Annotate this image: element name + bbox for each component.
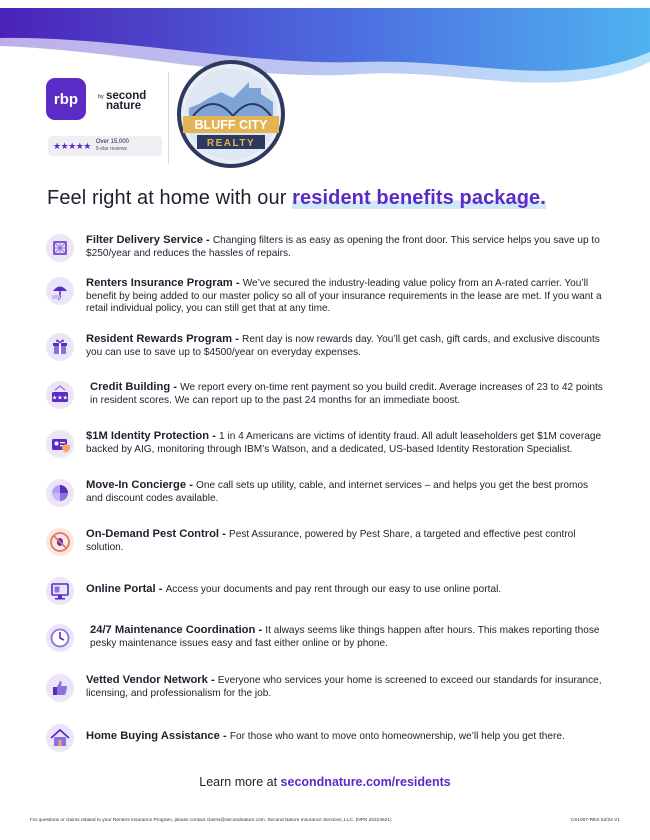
benefit-text: Rent day is now rewards day. You’ll get cash, gift cards, and exclusive discounts you can use to save up to $4500/year on everyday expenses. <box>86 334 600 358</box>
rating-count: Over 15,000 <box>95 139 129 145</box>
benefit-text: Access your documents and pay rent through our easy to use online portal. <box>165 584 502 595</box>
benefit-title: Credit Building - <box>90 381 181 393</box>
rbp-logo <box>46 78 166 168</box>
benefit-text: 1 in 4 Americans are victims of identity fraud. All adult leaseholders get $1M coverage backed by AIG, monitoring through IBM’s Watson, and a dedicated, US-based Identity Restoration Specialist. <box>86 431 602 455</box>
benefit-text: We report every on-time rent payment so you build credit. Average increases of 23 to 42 points in resident scores. We can report up to the past 24 months for an immediate boost. <box>90 382 603 406</box>
rating-subtitle: 5-star reviews <box>95 146 127 152</box>
umbrella-icon <box>46 277 74 305</box>
benefit-text: Everyone who services your home is screened to exceed our standards for insurance, licensing, and professionalism for the job. <box>86 675 602 699</box>
benefit-text: It always seems like things happen after hours. This makes reporting those pesky maintenance issues easy and fast either online or by phone. <box>90 625 600 649</box>
credit-stars-icon <box>46 381 74 409</box>
svg-text:★★★: ★★★ <box>51 394 69 402</box>
bluff-city-realty-logo <box>175 58 287 170</box>
benefit-title: Home Buying Assistance - <box>86 730 230 742</box>
clock-icon <box>46 624 74 652</box>
by-label: by <box>98 94 104 100</box>
benefit-title: Vetted Vendor Network - <box>86 674 218 686</box>
footer-code: CS1007-RES 02/24 V1 <box>570 818 620 823</box>
brand-line1: second <box>106 90 147 102</box>
second-nature-wordmark <box>106 91 146 111</box>
logo-divider <box>168 72 169 164</box>
benefit-text: One call sets up utility, cable, and internet services – and helps you get the best promos and discount codes available. <box>86 480 589 504</box>
logo-line2: REALTY <box>206 138 256 149</box>
learn-more-link[interactable]: secondnature.com/residents <box>280 775 451 789</box>
brand-line2: nature <box>106 100 142 112</box>
learn-more-prefix: Learn more at <box>199 775 281 789</box>
headline-highlight: resident benefits package. <box>292 187 546 209</box>
benefit-title: Resident Rewards Program - <box>86 333 243 345</box>
gift-icon <box>46 333 74 361</box>
five-stars-icon: ★★★★★ <box>53 140 91 151</box>
benefit-text: Changing filters is as easy as opening the front door. This service helps you save up to $250/year and reduces the hassles of repairs. <box>86 235 600 259</box>
benefit-text: For those who want to move onto homeownership, we’ll help you get there. <box>229 731 565 742</box>
benefit-title: 24/7 Maintenance Coordination - <box>90 624 266 636</box>
no-pest-icon <box>46 528 74 556</box>
logo-line1: BLUFF CITY <box>194 118 268 132</box>
benefit-title: Renters Insurance Program - <box>86 277 243 289</box>
benefit-title: On-Demand Pest Control - <box>86 528 229 540</box>
headline-prefix: Feel right at home with our <box>47 187 293 209</box>
learn-more <box>0 775 650 789</box>
benefit-text: Pest Assurance, powered by Pest Share, a targeted and effective pest control solution. <box>86 529 576 553</box>
footer-disclaimer: For questions or claims related to your Renters Insurance Program, please contact claims@secondnature.com. Second Nature Insurance Services, LLC. (NPN 20224621) <box>30 818 392 823</box>
benefit-text: We’ve secured the industry-leading value policy from an A-rated carrier. You’ll benefit by being added to our master policy so all of your insurance requirements in the lease are met. If you want a retail individual policy, you can still get that at any time. <box>86 278 602 314</box>
rbp-badge: rbp <box>46 78 86 120</box>
thumbs-up-icon <box>46 674 74 702</box>
rating-badge <box>48 136 162 156</box>
benefit-title: Filter Delivery Service - <box>86 234 213 246</box>
id-shield-icon <box>46 430 74 458</box>
benefit-title: Online Portal - <box>86 583 166 595</box>
wifi-pie-icon <box>46 479 74 507</box>
page-headline <box>47 187 546 210</box>
benefit-title: $1M Identity Protection - <box>86 430 220 442</box>
filter-icon <box>46 234 74 262</box>
monitor-icon <box>46 577 74 605</box>
house-icon <box>46 724 74 752</box>
benefit-title: Move-In Concierge - <box>86 479 197 491</box>
